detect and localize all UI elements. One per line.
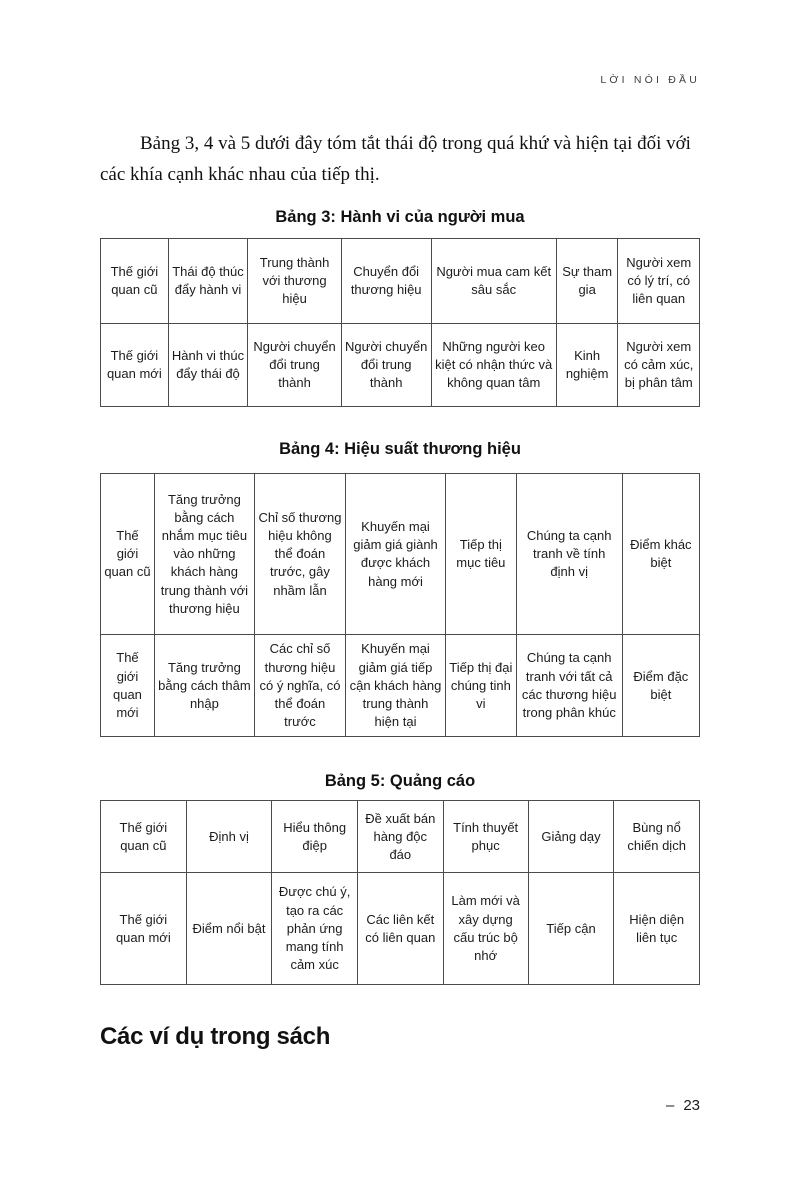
table-cell: Thế giới quan cũ [101, 239, 169, 324]
table-cell: Các chỉ số thương hiệu có ý nghĩa, có thể đoán trước [254, 635, 345, 737]
table-row [101, 873, 700, 985]
table-cell: Làm mới và xây dựng cấu trúc bộ nhớ [443, 873, 528, 985]
table-cell: Những người keo kiệt có nhận thức và không quan tâm [431, 324, 556, 407]
table-cell: Tiếp cận [528, 873, 614, 985]
table-cell: Tiếp thị mục tiêu [446, 474, 517, 635]
table-cell: Tiếp thị đại chúng tinh vi [446, 635, 517, 737]
table-cell: Chúng ta cạnh tranh với tất cả các thương hiệu trong phân khúc [516, 635, 622, 737]
table-row [101, 324, 700, 407]
table-cell: Sự tham gia [556, 239, 618, 324]
intro-paragraph: Bảng 3, 4 và 5 dưới đây tóm tắt thái độ trong quá khứ và hiện tại đối với các khía cạnh khác nhau của tiếp thị. [100, 133, 691, 186]
table-cell: Người xem có lý trí, có liên quan [618, 239, 700, 324]
table-row [101, 801, 700, 873]
table-cell: Điểm khác biệt [622, 474, 699, 635]
table-cell: Người chuyển đổi trung thành [248, 324, 341, 407]
table-cell: Người chuyển đổi trung thành [341, 324, 431, 407]
table-cell: Điểm nổi bật [186, 873, 272, 985]
table-cell: Thế giới quan mới [101, 635, 155, 737]
table-cell: Thế giới quan cũ [101, 801, 187, 873]
table-cell: Hiện diện liên tục [614, 873, 700, 985]
table-cell: Trung thành với thương hiệu [248, 239, 341, 324]
page-number-dash: – [665, 1097, 675, 1115]
page-number: 23 [683, 1097, 700, 1115]
table-cell: Khuyến mại giảm giá giành được khách hàng mới [345, 474, 445, 635]
table-row [101, 239, 700, 324]
running-header: LỜI NÓI ĐẦU [600, 74, 700, 86]
table-cell: Chuyển đổi thương hiệu [341, 239, 431, 324]
table-row [101, 474, 700, 635]
table-cell: Kinh nghiệm [556, 324, 618, 407]
table-cell: Giảng dạy [528, 801, 614, 873]
table-cell: Bùng nổ chiến dịch [614, 801, 700, 873]
table-cell: Các liên kết có liên quan [357, 873, 443, 985]
table-caption: Bảng 3: Hành vi của người mua [275, 208, 525, 227]
book-page [100, 0, 700, 1114]
table-cell: Đề xuất bán hàng độc đáo [357, 801, 443, 873]
table-caption: Bảng 4: Hiệu suất thương hiệu [279, 440, 521, 459]
table-cell: Định vị [186, 801, 272, 873]
table-cell: Thái độ thúc đẩy hành vi [168, 239, 248, 324]
table-row [101, 635, 700, 737]
table-cell: Điểm đặc biệt [622, 635, 699, 737]
table-cell: Tăng trưởng bằng cách nhắm mục tiêu vào những khách hàng trung thành với thương hiệu [154, 474, 254, 635]
table-brand-performance [100, 473, 700, 737]
table-cell: Người mua cam kết sâu sắc [431, 239, 556, 324]
table-cell: Thế giới quan mới [101, 873, 187, 985]
table-cell: Hiểu thông điệp [272, 801, 358, 873]
table-cell: Tăng trưởng bằng cách thâm nhập [154, 635, 254, 737]
table-cell: Chúng ta cạnh tranh về tính định vị [516, 474, 622, 635]
table-advertising [100, 800, 700, 985]
table-cell: Hành vi thúc đẩy thái độ [168, 324, 248, 407]
table-cell: Tính thuyết phục [443, 801, 528, 873]
table-cell: Người xem có cảm xúc, bị phân tâm [618, 324, 700, 407]
table-buyer-behavior [100, 238, 700, 407]
table-cell: Được chú ý, tạo ra các phản ứng mang tính cảm xúc [272, 873, 358, 985]
table-cell: Khuyến mại giảm giá tiếp cận khách hàng trung thành hiện tại [345, 635, 445, 737]
table-cell: Thế giới quan mới [101, 324, 169, 407]
table-cell: Chỉ số thương hiệu không thể đoán trước, gây nhầm lẫn [254, 474, 345, 635]
page-footer [100, 1097, 700, 1114]
section-heading: Các ví dụ trong sách [100, 1023, 331, 1051]
table-cell: Thế giới quan cũ [101, 474, 155, 635]
table-caption: Bảng 5: Quảng cáo [324, 772, 476, 791]
